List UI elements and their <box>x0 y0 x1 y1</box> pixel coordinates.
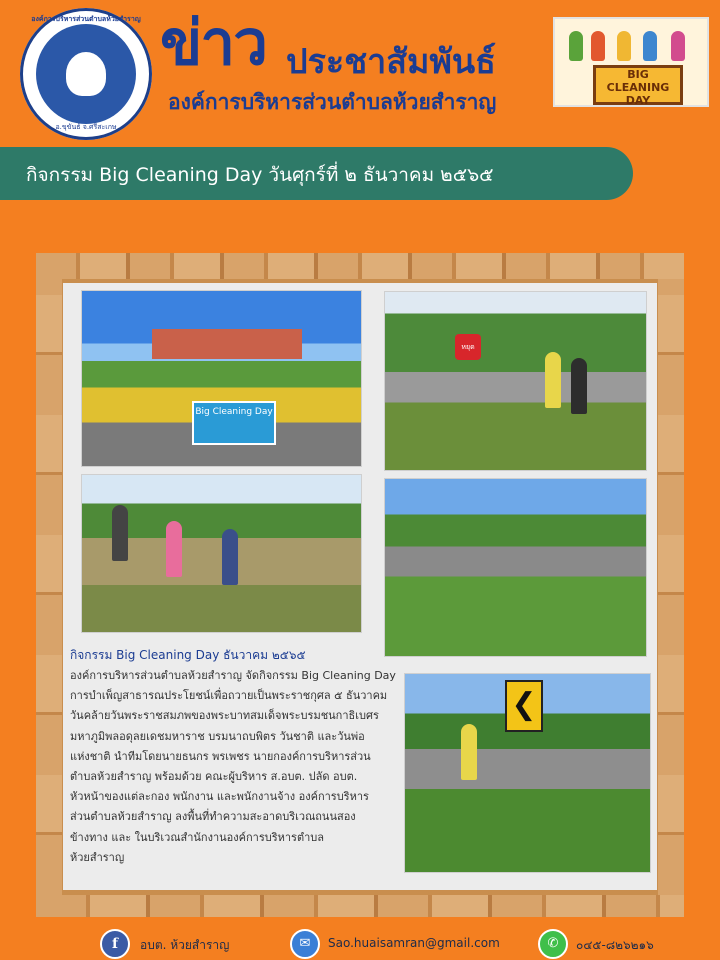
activity-banner <box>0 147 633 200</box>
activity-banner-text: กิจกรรม Big Cleaning Day วันศุกร์ที่ ๒ ธันวาคม ๒๕๖๕ <box>26 164 494 186</box>
stop-sign: หยุด <box>455 334 481 360</box>
wood-plank-bottom <box>36 895 684 917</box>
emblem-icon <box>66 52 106 96</box>
kid-figure <box>569 31 583 61</box>
facebook-icon[interactable]: f <box>100 929 130 959</box>
kid-figure <box>617 31 631 61</box>
logo-bottom-text: อ.ขุขันธ์ จ.ศรีสะเกษ <box>55 123 117 131</box>
kid-figure <box>591 31 605 61</box>
building-roof <box>152 329 302 359</box>
caption-line: ส่วนตำบลห้วยสำราญ ลงพื้นที่ทำความสะอาดบริเวณถนนสอง <box>70 810 356 824</box>
photo-group <box>81 290 362 467</box>
news-title: ข่าว <box>160 6 267 79</box>
phone-icon: ✆ <box>538 929 568 959</box>
caption-line: มหาภูมิพลอดุลยเดชมหาราช บรมนาถบพิตร วันชาติ และวันพ่อ <box>70 729 365 743</box>
person-figure <box>545 352 561 408</box>
email-icon: ✉ <box>290 929 320 959</box>
caption-line: แห่งชาติ นำทีมโดยนายธนกร พรเพชร นายกองค์การบริหารส่วน <box>70 749 371 763</box>
kid-figure <box>643 31 657 61</box>
caption-line: ข้างทาง และ ในบริเวณสำนักงานองค์การบริหารตำบล <box>70 830 325 844</box>
organization-name: องค์การบริหารส่วนตำบลห้วยสำราญ <box>168 90 497 114</box>
person-figure <box>166 521 182 577</box>
caption-body <box>70 666 398 868</box>
caption-line: ตำบลห้วยสำราญ พร้อมด้วย คณะผู้บริหาร ส.อบต. ปลัด อบต. <box>70 770 358 784</box>
person-figure <box>222 529 238 585</box>
logo-emblem-area <box>36 24 136 124</box>
news-subtitle: ประชาสัมพันธ์ <box>286 42 496 82</box>
phone-number[interactable]: ๐๔๕-๘๒๖๒๑๖ <box>576 938 654 952</box>
person-figure <box>461 724 477 780</box>
caption-line: ห้วยสำราญ <box>70 850 125 864</box>
caption-line: การบำเพ็ญสาธารณประโยชน์เพื่อถวายเป็นพระราชกุศล ๕ ธันวาคม <box>70 689 388 703</box>
kid-figure <box>671 31 685 61</box>
caption-line: องค์การบริหารส่วนตำบลห้วยสำราญ จัดกิจกรรม Big Cleaning Day <box>70 669 396 682</box>
person-figure <box>112 505 128 561</box>
facebook-page-name[interactable]: อบต. ห้วยสำราญ <box>140 938 230 952</box>
photo-road-median <box>384 478 647 657</box>
person-figure <box>571 358 587 414</box>
wood-plank-top <box>36 253 684 279</box>
organization-logo <box>20 8 152 140</box>
wood-plank-right <box>658 279 684 895</box>
chevron-sign: ❮ <box>505 680 543 732</box>
email-address[interactable]: Sao.huaisamran@gmail.com <box>328 936 500 950</box>
logo-ring-text: องค์การบริหารส่วนตำบลห้วยสำราญ <box>31 15 141 23</box>
caption-line: หัวหน้าของแต่ละกอง พนักงาน และพนักงานจ้าง องค์การบริหาร <box>70 790 369 804</box>
caption-title: กิจกรรม Big Cleaning Day ธันวาคม ๒๕๖๕ <box>70 648 306 662</box>
photo-sweeping <box>81 474 362 633</box>
badge-label: BIG CLEANING DAY <box>593 65 683 105</box>
big-cleaning-day-badge <box>553 17 709 107</box>
caption-line: วันคล้ายวันพระราชสมภพของพระบาทสมเด็จพระบรมชนกาธิเบศร <box>70 709 379 723</box>
photo-curve-sign <box>404 673 651 873</box>
group-banner: Big Cleaning Day <box>192 401 276 445</box>
wood-plank-left <box>36 279 62 895</box>
photo-roadside-trimming <box>384 291 647 471</box>
